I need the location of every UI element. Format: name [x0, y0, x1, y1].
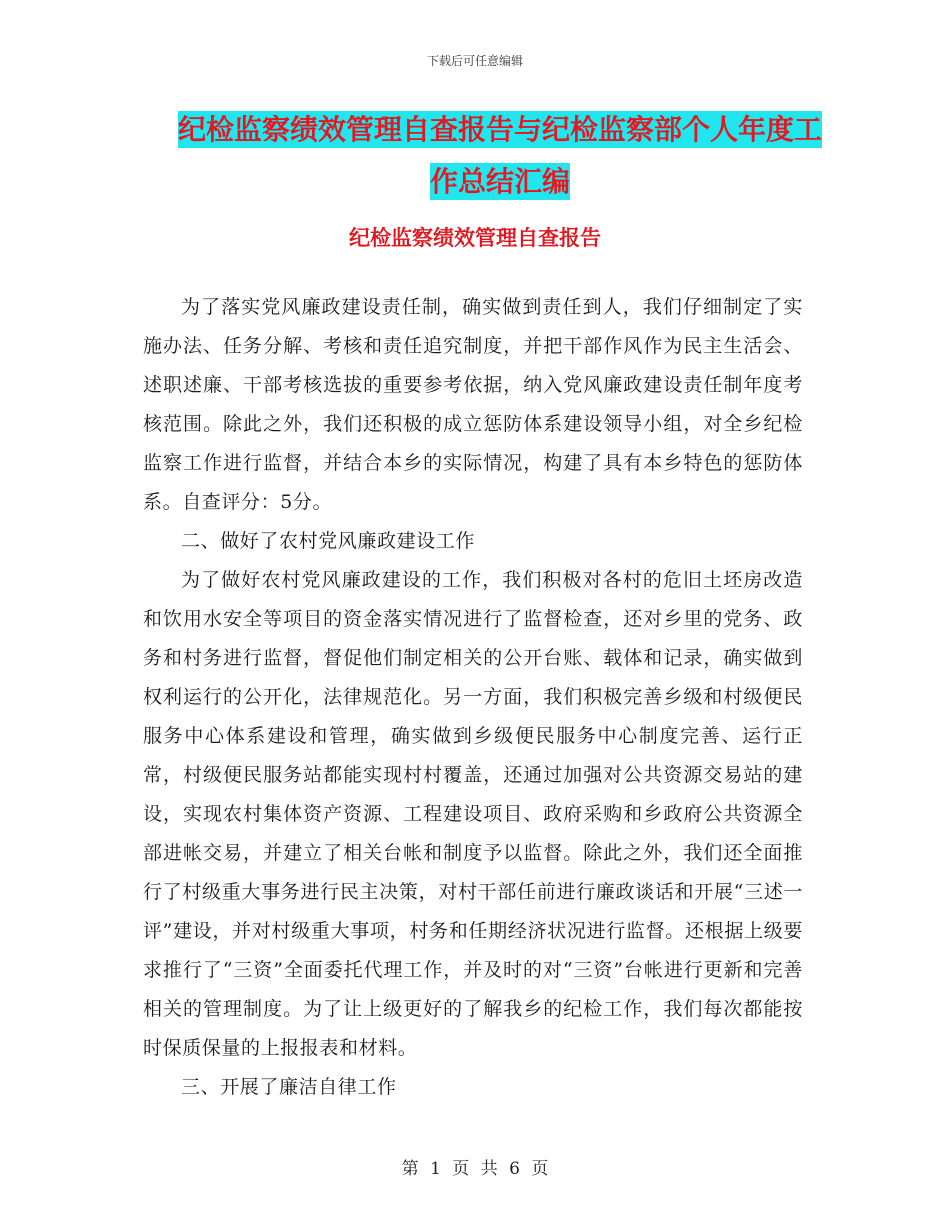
paragraph: 为了做好农村党风廉政建设的工作，我们积极对各村的危旧土坯房改造和饮用水安全等项目的资金落实情况进行了监督检查，还对乡里的党务、政务和村务进行监督，督促他们制定相关的公开台账、载体和记录，确实做到权利运行的公开化，法律规范化。另一方面，我们积极完善乡级和村级便民服务中心体系建设和管理，确实做到乡级便民服务中心制度完善、运行正常，村级便民服务站都能实现村村覆盖，还通过加强对公共资源交易站的建设，实现农村集体资产资源、工程建设项目、政府采购和乡政府公共资源全部进帐交易，并建立了相关台帐和制度予以监督。除此之外，我们还全面推行了村级重大事务进行民主决策，对村干部任前进行廉政谈话和开展“三述一评”建设，并对村级重大事项，村务和任期经济状况进行监督。还根据上级要求推行了“三资”全面委托代理工作，并及时的对“三资”台帐进行更新和完善相关的管理制度。为了让上级更好的了解我乡的纪检工作，我们每次都能按时保质保量的上报报表和材料。	[143, 569, 803, 1059]
document-title-line1: 纪检监察绩效管理自查报告与纪检监察部个人年度工	[177, 113, 822, 146]
paragraph: 为了落实党风廉政建设责任制，确实做到责任到人，我们仔细制定了实施办法、任务分解、考核和责任追究制度，并把干部作风作为民主生活会、述职述廉、干部考核选拔的重要参考依据，纳入党风廉政建设责任制年度考核范围。除此之外，我们还积极的成立惩防体系建设领导小组，对全乡纪检监察工作进行监督，并结合本乡的实际情况，构建了具有本乡特色的惩防体系。自查评分：5分。	[143, 296, 803, 513]
page-footer: 第 1 页 共 6 页	[401, 1159, 549, 1179]
subheading: 三、开展了廉洁自律工作	[181, 1076, 397, 1098]
document-title	[150, 104, 850, 208]
section-title: 纪检监察绩效管理自查报告	[349, 226, 601, 250]
subheading: 二、做好了农村党风廉政建设工作	[181, 530, 476, 552]
header-note: 下载后可任意编辑	[426, 54, 523, 68]
document-title-line2: 作总结汇编	[429, 165, 570, 198]
body-text	[143, 288, 803, 1107]
